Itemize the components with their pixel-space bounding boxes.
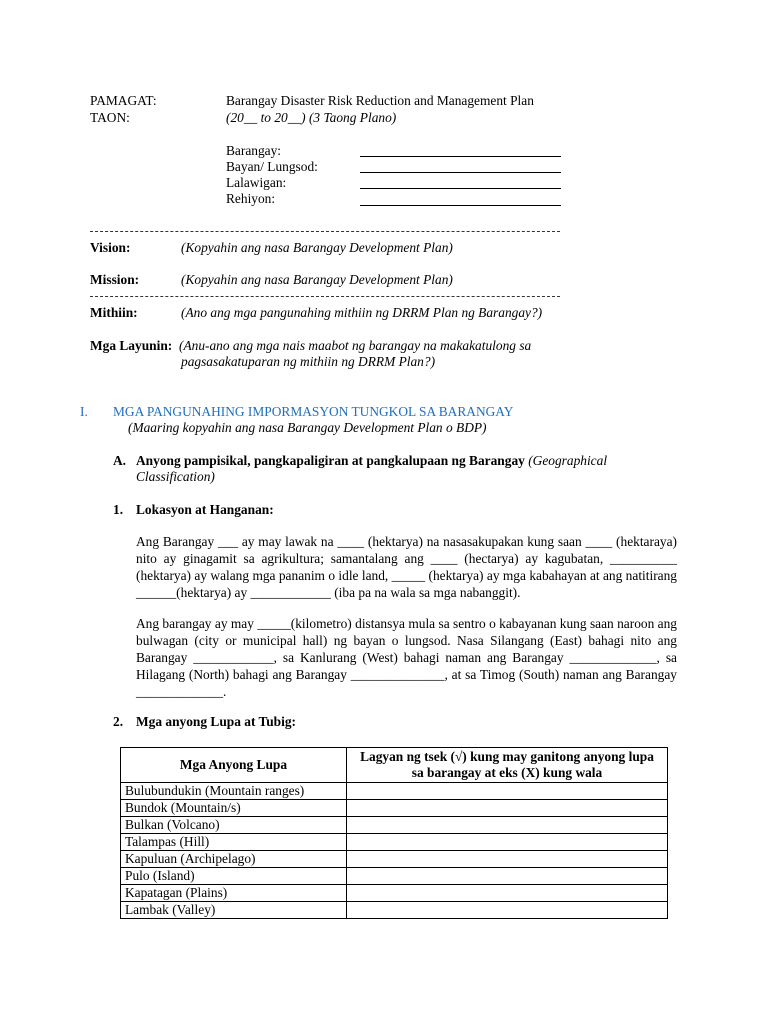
landform-mark-cell[interactable] [347, 834, 668, 851]
landform-mark-cell[interactable] [347, 885, 668, 902]
subsection-a-note-cont: Classification) [136, 469, 215, 484]
landform-name: Bulubundukin (Mountain ranges) [121, 783, 347, 800]
rehiyon-field-label: Rehiyon: [226, 191, 276, 206]
col-header-anyong-lupa: Mga Anyong Lupa [121, 748, 347, 783]
table-row [121, 851, 668, 868]
item2-number: 2. [113, 714, 124, 729]
landform-mark-cell[interactable] [347, 868, 668, 885]
taon-label: TAON: [90, 110, 130, 125]
table-row [121, 783, 668, 800]
landform-name: Pulo (Island) [121, 868, 347, 885]
barangay-field-label: Barangay: [226, 143, 282, 158]
table-header-row [121, 748, 668, 783]
bayan-blank [360, 172, 561, 173]
layunin-text-line2: pagsasakatuparan ng mithiin ng DRRM Plan?) [181, 354, 436, 369]
landform-name: Bulkan (Volcano) [121, 817, 347, 834]
rehiyon-blank [360, 205, 561, 206]
landform-mark-cell[interactable] [347, 851, 668, 868]
layunin-label: Mga Layunin: [90, 338, 173, 353]
barangay-blank [360, 156, 561, 157]
section-note: (Maaring kopyahin ang nasa Barangay Development Plan o BDP) [128, 420, 487, 435]
item1-number: 1. [113, 502, 124, 517]
table-row [121, 817, 668, 834]
pamagat-label: PAMAGAT: [90, 93, 157, 108]
layunin-text-line1: (Anu-ano ang mga nais maabot ng barangay na makakatulong sa [179, 338, 532, 353]
dashed-divider-top [90, 231, 560, 232]
table-row [121, 902, 668, 919]
landform-mark-cell[interactable] [347, 783, 668, 800]
section-number: I. [80, 404, 88, 419]
lalawigan-blank [360, 188, 561, 189]
table-row [121, 800, 668, 817]
landform-name: Bundok (Mountain/s) [121, 800, 347, 817]
landform-name: Kapuluan (Archipelago) [121, 851, 347, 868]
section-title: MGA PANGUNAHING IMPORMASYON TUNGKOL SA BARANGAY [113, 404, 514, 419]
table-row [121, 885, 668, 902]
mithiin-label: Mithiin: [90, 305, 138, 320]
item1-title: Lokasyon at Hanganan: [136, 502, 274, 517]
landform-mark-cell[interactable] [347, 817, 668, 834]
item2-title: Mga anyong Lupa at Tubig: [136, 714, 296, 729]
dashed-divider-bottom [90, 296, 560, 297]
mission-text: (Kopyahin ang nasa Barangay Development Plan) [181, 272, 453, 287]
bayan-field-label: Bayan/ Lungsod: [226, 159, 318, 174]
landform-mark-cell[interactable] [347, 902, 668, 919]
landform-name: Talampas (Hill) [121, 834, 347, 851]
lokasyon-paragraph-1: Ang Barangay ___ ay may lawak na ____ (hektarya) na nasasakupakan kung saan ____ (hektaraya) nito ay ginagamit sa agrikultura; samantalang ang ____ (hectarya) ay kagubatan, __________ (hektarya) ay walang mga pananim o idle land, _____ (hektarya) ay mga kabahayan at ang natitirang ______(hektarya) ay ____________ (iba pa na wala sa mga nabanggit). [136, 534, 677, 600]
landform-name: Lambak (Valley) [121, 902, 347, 919]
subsection-a-letter: A. [113, 453, 127, 468]
col-header-tsek [347, 748, 668, 783]
subsection-a-note: (Geographical [528, 453, 608, 468]
taon-value: (20__ to 20__) (3 Taong Plano) [226, 110, 397, 125]
table-row [121, 834, 668, 851]
table-row [121, 868, 668, 885]
landform-name: Kapatagan (Plains) [121, 885, 347, 902]
mithiin-text: (Ano ang mga pangunahing mithiin ng DRRM Plan ng Barangay?) [181, 305, 543, 320]
col-header-tsek-line1: Lagyan ng tsek (√) kung may ganitong anyong lupa [360, 749, 654, 764]
mission-label: Mission: [90, 272, 140, 287]
vision-text: (Kopyahin ang nasa Barangay Development Plan) [181, 240, 453, 255]
anyong-lupa-table [120, 747, 668, 919]
lalawigan-field-label: Lalawigan: [226, 175, 287, 190]
subsection-a-heading [136, 453, 607, 469]
vision-label: Vision: [90, 240, 131, 255]
col-header-tsek-line2: sa barangay at eks (X) kung wala [411, 765, 603, 780]
lokasyon-paragraph-2: Ang barangay ay may _____(kilometro) distansya mula sa sentro o kabayanan kung saan naroon ang bulwagan (city or municipal hall) ng bayan o lungsod. Nasa Silangang (East) bahagi nito ang Barangay ____________, sa Kanlurang (West) bahagi naman ang Barangay _____________, sa Hilagang (North) bahagi ang Barangay ______________, at sa Timog (South) naman ang Barangay _____________. [136, 616, 677, 699]
landform-mark-cell[interactable] [347, 800, 668, 817]
subsection-a-title: Anyong pampisikal, pangkapaligiran at pangkalupaan ng Barangay [136, 453, 525, 468]
pamagat-value: Barangay Disaster Risk Reduction and Management Plan [226, 93, 534, 108]
